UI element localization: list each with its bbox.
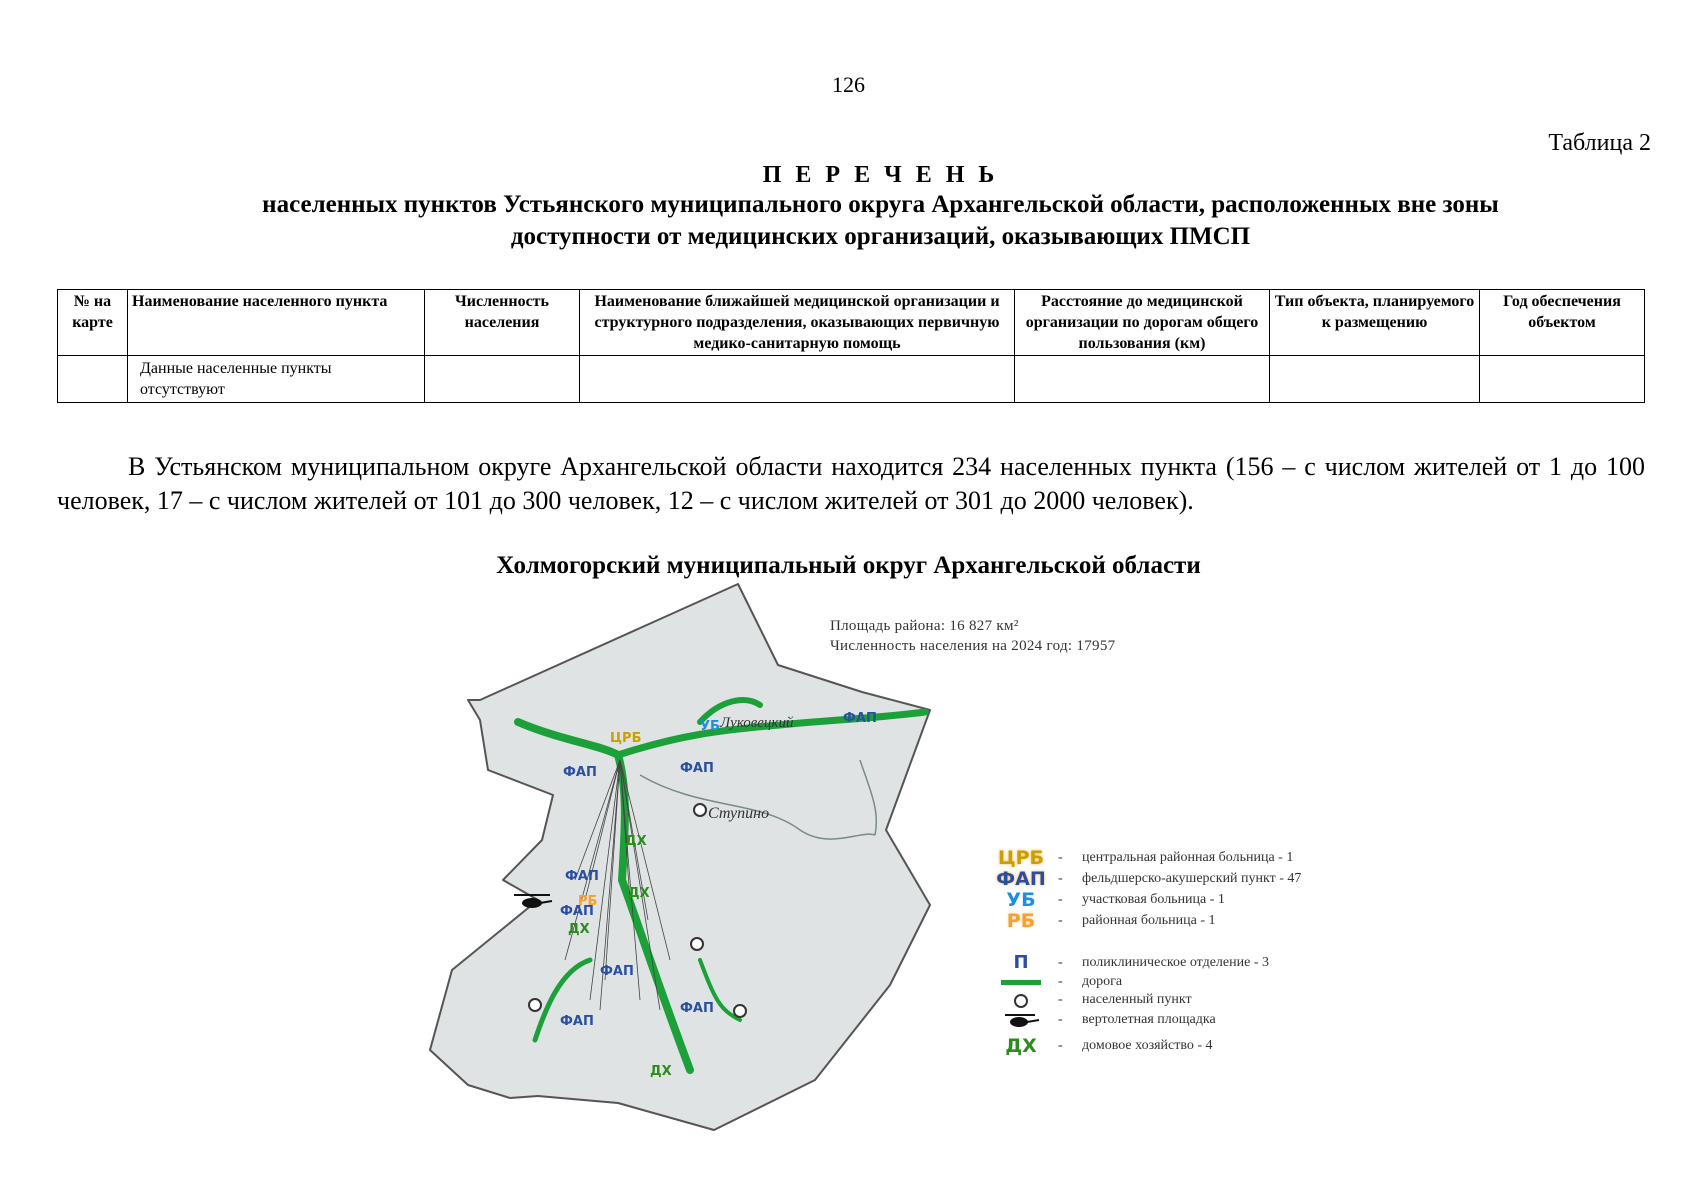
map-ub-label: УБ bbox=[700, 719, 720, 734]
crb-icon: ЦРБ bbox=[997, 847, 1045, 869]
map-dx-label: ДХ bbox=[650, 1064, 672, 1079]
col-header-settlement-name: Наименование населенного пункта bbox=[128, 290, 425, 356]
settlements-table bbox=[57, 289, 1645, 403]
map-dx-label: ДХ bbox=[568, 922, 590, 937]
col-header-population: Численность населения bbox=[425, 290, 580, 356]
legend-label: фельдшерско-акушерский пункт - 47 bbox=[1082, 871, 1302, 886]
district-map bbox=[0, 580, 1697, 1200]
settlement-circle bbox=[694, 804, 706, 816]
helicopter-icon bbox=[996, 1010, 1046, 1034]
table-cell bbox=[58, 356, 128, 403]
table-cell bbox=[1480, 356, 1645, 403]
dx-icon: ДХ bbox=[1005, 1035, 1037, 1057]
map-fap-label: ФАП bbox=[560, 1014, 594, 1029]
legend-label: домовое хозяйство - 4 bbox=[1082, 1038, 1213, 1053]
legend-label: населенный пункт bbox=[1082, 992, 1192, 1007]
ub-icon: УБ bbox=[1006, 889, 1036, 911]
table-reference: Таблица 2 bbox=[1548, 130, 1651, 156]
map-fap-label: ФАП bbox=[560, 904, 594, 919]
rb-icon: РБ bbox=[1006, 910, 1036, 932]
map-dx-label: ДХ bbox=[628, 886, 650, 901]
legend-label: участковая больница - 1 bbox=[1082, 892, 1225, 907]
road-line-icon bbox=[996, 972, 1046, 992]
page-number: 126 bbox=[832, 72, 865, 97]
map-population-text: Численность населения на 2024 год: 17957 bbox=[830, 638, 1116, 654]
col-header-medical-org: Наименование ближайшей медицинской организации и структурного подразделения, оказывающих первичную медико-санитарную помощь bbox=[580, 290, 1015, 356]
settlement-circle bbox=[734, 1005, 746, 1017]
map-fap-label: ФАП bbox=[565, 869, 599, 884]
table-cell bbox=[580, 356, 1015, 403]
map-info bbox=[830, 616, 1115, 656]
polyclinic-icon: П bbox=[1013, 952, 1029, 973]
map-rb-label: РБ bbox=[578, 894, 598, 909]
table-row bbox=[58, 356, 1645, 403]
legend-label: вертолетная площадка bbox=[1082, 1012, 1216, 1027]
map-fap-label: ФАП bbox=[680, 1001, 714, 1016]
col-header-distance: Расстояние до медицинской организации по дорогам общего пользования (км) bbox=[1015, 290, 1270, 356]
place-label-stupino: Ступино bbox=[708, 805, 770, 822]
map-fap-label: ФАП bbox=[843, 711, 877, 726]
title-sub-line-2: доступности от медицинских организаций, оказывающих ПМСП bbox=[510, 223, 1251, 250]
table-cell bbox=[1015, 356, 1270, 403]
map-area-text: Площадь района: 16 827 км² bbox=[830, 618, 1019, 634]
map-crb-label: ЦРБ bbox=[610, 731, 642, 746]
legend-label: дорога bbox=[1082, 974, 1123, 989]
map-fap-label: ФАП bbox=[563, 765, 597, 780]
col-header-map-number: № на карте bbox=[58, 290, 128, 356]
settlement-circle bbox=[691, 938, 703, 950]
legend-label: центральная районная больница - 1 bbox=[1082, 850, 1294, 865]
table-cell bbox=[425, 356, 580, 403]
legend-label: районная больница - 1 bbox=[1082, 913, 1216, 928]
col-header-object-type: Тип объекта, планируемого к размещению bbox=[1270, 290, 1480, 356]
col-header-year: Год обеспечения объектом bbox=[1480, 290, 1645, 356]
settlement-circle-icon bbox=[996, 990, 1046, 1010]
map-fap-label: ФАП bbox=[600, 964, 634, 979]
title-main: П Е Р Е Ч Е Н Ь bbox=[762, 162, 999, 188]
title-sub-line-1: населенных пунктов Устьянского муниципального округа Архангельской области, расположенных вне зоны bbox=[262, 191, 1499, 218]
table-header-row bbox=[58, 290, 1645, 356]
map-dx-label: ДХ bbox=[625, 834, 647, 849]
map-fap-label: ФАП bbox=[680, 761, 714, 776]
body-paragraph: В Устьянском муниципальном округе Архангельской области находится 234 населенных пункта (156 – с числом жителей от 1 до 100 человек, 17 – с числом жителей от 101 до 300 человек, 12 – с числом жителей от 301 до 2000 человек). bbox=[57, 452, 1645, 515]
fap-icon: ФАП bbox=[996, 868, 1046, 890]
table-cell bbox=[128, 356, 425, 403]
map-title: Холмогорский муниципальный округ Архангельской области bbox=[496, 552, 1201, 579]
settlement-circle bbox=[529, 999, 541, 1011]
legend-label: поликлиническое отделение - 3 bbox=[1082, 955, 1269, 970]
document-title bbox=[60, 162, 1697, 253]
place-label-lukovetsky: Луковецкий bbox=[720, 715, 794, 731]
table-cell bbox=[1270, 356, 1480, 403]
table-cell-text: Данные населенные пункты отсутствуют bbox=[140, 360, 332, 398]
